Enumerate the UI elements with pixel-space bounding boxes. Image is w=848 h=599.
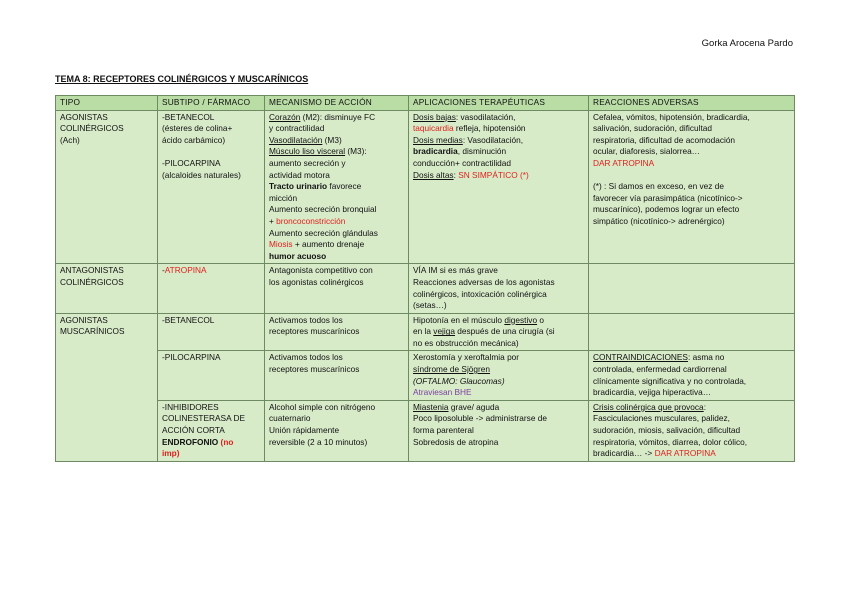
cell-reacciones xyxy=(589,264,795,313)
pharmacology-table xyxy=(55,95,795,462)
text-line: -PILOCARPINA xyxy=(162,157,221,168)
text-line: Poco liposoluble -> administrarse de xyxy=(413,413,547,424)
text-line: AGONISTAS xyxy=(60,314,108,325)
text-run: : asma no xyxy=(687,352,725,363)
text-run: Músculo liso visceral xyxy=(269,146,346,157)
cell-aplicaciones xyxy=(409,351,589,400)
cell-mecanismo xyxy=(265,400,409,461)
text-line: -PILOCARPINA xyxy=(162,352,221,363)
cell-subtipo xyxy=(158,313,265,351)
cell-aplicaciones xyxy=(409,400,589,461)
table-row xyxy=(56,264,795,313)
text-run: Vasodilatación xyxy=(269,134,323,145)
text-run: Dosis medias xyxy=(413,134,463,145)
text-run: grave/ aguda xyxy=(448,401,500,412)
text-line: Alcohol simple con nitrógeno xyxy=(269,401,376,412)
text-line: Fasciculaciones musculares, palidez, xyxy=(593,413,730,424)
text-line: imp) xyxy=(162,448,180,459)
text-run: favorece xyxy=(327,181,362,192)
text-line: muscarínico), podemos lograr un efecto xyxy=(593,204,740,215)
table-row xyxy=(56,313,795,351)
header-subtipo: SUBTIPO / FÁRMACO xyxy=(158,96,265,111)
text-run: (M2): disminuye FC xyxy=(300,111,376,122)
text-line: receptores muscarínicos xyxy=(269,364,360,375)
text-line: (setas…) xyxy=(413,300,447,311)
table-header-row xyxy=(56,96,795,111)
cell-reacciones xyxy=(589,110,795,264)
header-aplicaciones: APLICACIONES TERAPÉUTICAS xyxy=(409,96,589,111)
text-line: COLINÉRGICOS xyxy=(60,276,124,287)
text-line: AGONISTAS xyxy=(60,111,108,122)
text-line: VÍA IM si es más grave xyxy=(413,265,498,276)
table-row xyxy=(56,351,795,400)
text-run: o xyxy=(537,314,544,325)
text-run: - xyxy=(162,265,165,276)
text-line: DAR ATROPINA xyxy=(593,157,655,168)
text-run: , disminución xyxy=(457,146,507,157)
text-run: DAR ATROPINA xyxy=(654,448,716,459)
document-title: TEMA 8: RECEPTORES COLINÉRGICOS Y MUSCARÍNICOS xyxy=(55,74,309,84)
text-run: Tracto urinario xyxy=(269,181,328,192)
text-line: sudoración, miosis, salivación, dificultad xyxy=(593,425,741,436)
text-line: Antagonista competitivo con xyxy=(269,265,373,276)
text-line: (Ach) xyxy=(60,134,80,145)
text-line: respiratoria, dificultad de acomodación xyxy=(593,134,736,145)
text-line: receptores muscarínicos xyxy=(269,326,360,337)
text-line: ocular, diaforesis, sialorrea… xyxy=(593,146,700,157)
cell-mecanismo xyxy=(265,264,409,313)
text-run: SN SIMPÁTICO (*) xyxy=(458,169,529,180)
text-run: (M3) xyxy=(322,134,342,145)
text-line: -BETANECOL xyxy=(162,314,215,325)
text-run: vejiga xyxy=(433,326,455,337)
text-line: humor acuoso xyxy=(269,250,327,261)
text-run: + aumento drenaje xyxy=(292,239,365,250)
text-run: (no xyxy=(218,436,234,447)
text-line: colinérgicos, intoxicación colinérgica xyxy=(413,288,547,299)
text-line: controlada, enfermedad cardiorrenal xyxy=(593,364,727,375)
text-line: y contractilidad xyxy=(269,123,325,134)
cell-aplicaciones xyxy=(409,264,589,313)
text-line: Cefalea, vómitos, hipotensión, bradicardia, xyxy=(593,111,750,122)
text-line: Aumento secreción bronquial xyxy=(269,204,377,215)
cell-reacciones xyxy=(589,351,795,400)
text-line: Atraviesan BHE xyxy=(413,387,472,398)
text-run: broncoconstricción xyxy=(276,215,346,226)
header-tipo: TIPO xyxy=(56,96,158,111)
text-line: micción xyxy=(269,192,298,203)
text-run: Hipotonía en el músculo xyxy=(413,314,505,325)
text-run: Dosis altas xyxy=(413,169,454,180)
text-run: : Vasodilatación, xyxy=(462,134,524,145)
cell-subtipo xyxy=(158,264,265,313)
cell-reacciones xyxy=(589,313,795,351)
text-line: respiratoria, vómitos, diarrea, dolor cólico, xyxy=(593,436,748,447)
text-run: : vasodilatación, xyxy=(455,111,516,122)
text-line: Aumento secreción glándulas xyxy=(269,227,378,238)
text-run: bradicardia xyxy=(413,146,458,157)
cell-tipo xyxy=(56,110,158,264)
text-line: COLINESTERASA DE xyxy=(162,413,245,424)
text-line: (*) : Si damos en exceso, en vez de xyxy=(593,181,724,192)
cell-aplicaciones xyxy=(409,313,589,351)
text-line: reversible (2 a 10 minutos) xyxy=(269,436,368,447)
text-line: -BETANECOL xyxy=(162,111,215,122)
text-line: COLINÉRGICOS xyxy=(60,123,124,134)
text-run: Dosis bajas xyxy=(413,111,456,122)
table-row xyxy=(56,110,795,264)
text-line: los agonistas colinérgicos xyxy=(269,276,364,287)
text-run: : xyxy=(453,169,459,180)
text-run: CONTRAINDICACIONES xyxy=(593,352,688,363)
table-row xyxy=(56,400,795,461)
text-run: Crisis colinérgica que provoca xyxy=(593,401,704,412)
text-line: Unión rápidamente xyxy=(269,425,340,436)
cell-reacciones xyxy=(589,400,795,461)
text-line: Xerostomía y xeroftalmia por xyxy=(413,352,520,363)
header-mecanismo: MECANISMO DE ACCIÓN xyxy=(265,96,409,111)
text-line: (ésteres de colina+ xyxy=(162,123,233,134)
text-run: : xyxy=(703,401,706,412)
text-run: Corazón xyxy=(269,111,301,122)
text-line: Reacciones adversas de los agonistas xyxy=(413,276,555,287)
text-line: Activamos todos los xyxy=(269,314,343,325)
header-reacciones: REACCIONES ADVERSAS xyxy=(589,96,795,111)
text-line: Sobredosis de atropina xyxy=(413,436,499,447)
text-run: bradicardia… -> xyxy=(593,448,655,459)
text-run: Miosis xyxy=(269,239,293,250)
text-run: + xyxy=(269,215,277,226)
cell-mecanismo xyxy=(265,110,409,264)
text-line: Activamos todos los xyxy=(269,352,343,363)
text-line: forma parenteral xyxy=(413,425,474,436)
cell-subtipo xyxy=(158,351,265,400)
text-run: después de una cirugía (si xyxy=(454,326,555,337)
text-run: ATROPINA xyxy=(164,265,207,276)
text-line: ácido carbámico) xyxy=(162,134,226,145)
text-line: conducción+ contractilidad xyxy=(413,157,512,168)
text-line: clínicamente significativa y no controlada, xyxy=(593,375,747,386)
text-line: (alcaloides naturales) xyxy=(162,169,241,180)
text-run: digestivo xyxy=(504,314,538,325)
text-line: no es obstrucción mecánica) xyxy=(413,337,519,348)
author-name: Gorka Arocena Pardo xyxy=(701,38,793,49)
text-line: aumento secreción y xyxy=(269,157,346,168)
text-run: (M3): xyxy=(345,146,367,157)
cell-subtipo xyxy=(158,400,265,461)
cell-mecanismo xyxy=(265,313,409,351)
text-run: refleja, hipotensión xyxy=(453,123,526,134)
cell-subtipo xyxy=(158,110,265,264)
text-line: (OFTALMO: Glaucomas) xyxy=(413,375,505,386)
text-line: -INHIBIDORES xyxy=(162,401,219,412)
text-line: ANTAGONISTAS xyxy=(60,265,124,276)
text-line: actividad motora xyxy=(269,169,330,180)
text-run: taquicardia xyxy=(413,123,454,134)
cell-aplicaciones xyxy=(409,110,589,264)
text-run: ENDROFONIO xyxy=(162,436,219,447)
text-line: salivación, sudoración, dificultad xyxy=(593,123,712,134)
text-run: en la xyxy=(413,326,434,337)
text-line: bradicardia, vejiga hiperactiva… xyxy=(593,387,712,398)
text-line: favorecer vía parasimpática (nicotínico-> xyxy=(593,192,743,203)
text-line: simpático (nicotínico-> adrenérgico) xyxy=(593,215,725,226)
cell-tipo xyxy=(56,313,158,461)
cell-tipo xyxy=(56,264,158,313)
text-line: MUSCARÍNICOS xyxy=(60,326,125,337)
cell-mecanismo xyxy=(265,351,409,400)
text-line: síndrome de Sjögren xyxy=(413,364,491,375)
text-run: Miastenia xyxy=(413,401,449,412)
text-line: ACCIÓN CORTA xyxy=(162,425,225,436)
text-line: cuaternario xyxy=(269,413,311,424)
